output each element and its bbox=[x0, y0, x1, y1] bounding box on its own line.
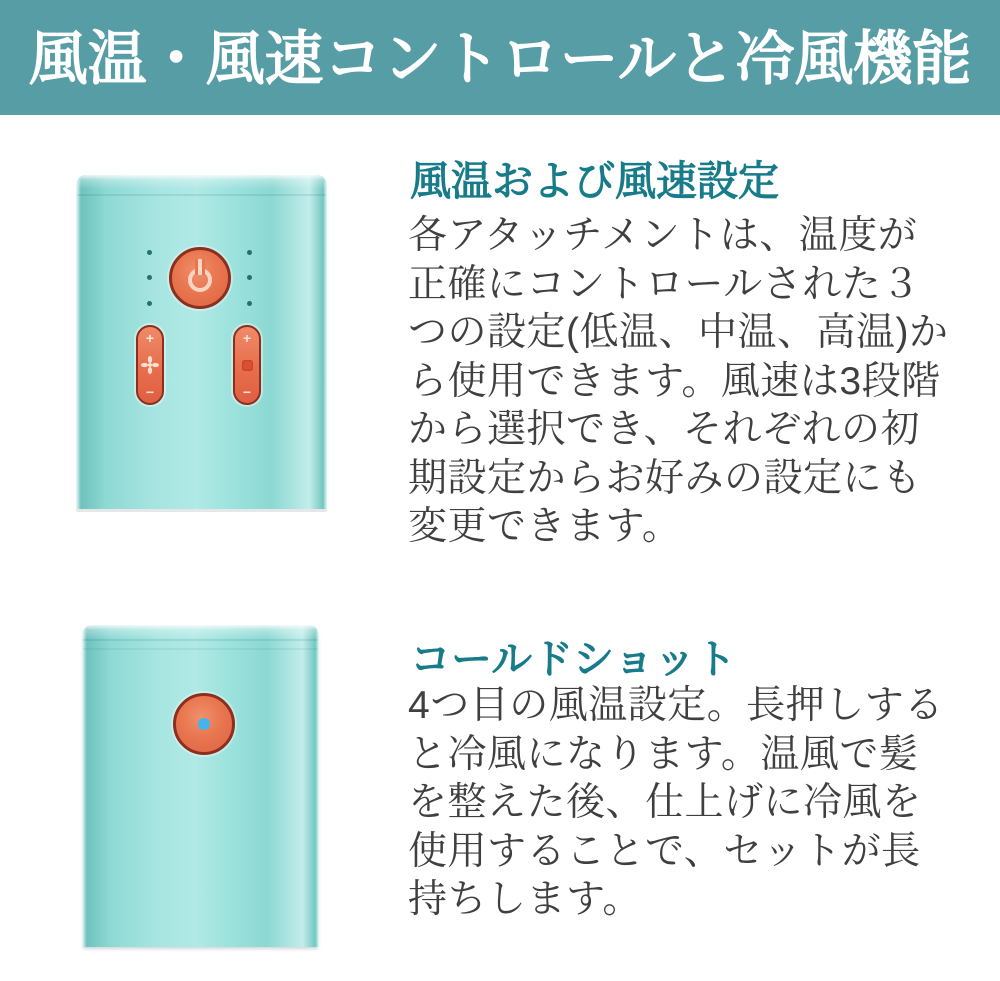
body-line: 4つ目の風温設定。長押しする bbox=[408, 684, 944, 727]
fan-icon bbox=[140, 355, 160, 375]
body-seam bbox=[77, 194, 326, 196]
body-line: から選択でき、それぞれの初 bbox=[408, 408, 920, 451]
indicator-dot bbox=[247, 250, 252, 255]
body-line: つの設定(低温、中温、高温)か bbox=[408, 311, 949, 354]
body-line: を整えた後、仕上げに冷風を bbox=[408, 781, 922, 824]
section-body-temp-speed bbox=[408, 212, 948, 552]
body-line: と冷風になります。温風で髪 bbox=[408, 732, 919, 776]
body-line: ら使用できます。風速は3段階 bbox=[408, 359, 941, 403]
power-button bbox=[169, 247, 231, 309]
cold-shot-photo bbox=[82, 625, 319, 947]
body-seam bbox=[83, 648, 318, 650]
body-line: 期設定からお好みの設定にも bbox=[408, 456, 922, 500]
body-line: 各アタッチメントは、温度が bbox=[408, 214, 918, 257]
plus-icon: + bbox=[242, 330, 252, 346]
body-seam bbox=[83, 639, 318, 641]
blue-dot-icon bbox=[198, 718, 210, 730]
section-body-cold-shot bbox=[408, 682, 944, 925]
body-line: 持ちします。 bbox=[408, 878, 642, 921]
minus-icon: − bbox=[145, 384, 155, 400]
fan-speed-rocker bbox=[136, 325, 164, 405]
indicator-dot bbox=[247, 301, 252, 306]
indicator-dot bbox=[147, 275, 152, 280]
header-banner bbox=[0, 0, 1000, 115]
indicator-dot bbox=[147, 301, 152, 306]
section-heading-temp-speed: 風温および風速設定 bbox=[410, 158, 779, 204]
minus-icon: − bbox=[242, 384, 252, 400]
heat-level-rocker bbox=[233, 325, 261, 405]
page-title: 風温・風速コントロールと冷風機能 bbox=[28, 26, 972, 92]
indicator-dot bbox=[247, 275, 252, 280]
control-panel-photo bbox=[76, 175, 327, 512]
body-line: 正確にコントロールされた３ bbox=[408, 262, 921, 306]
body-line: 変更できます。 bbox=[408, 505, 682, 548]
body-line: 使用することで、セットが長 bbox=[408, 829, 921, 873]
dryer-body bbox=[76, 175, 327, 512]
cold-shot-button bbox=[173, 693, 235, 755]
section-heading-cold-shot: コールドショット bbox=[410, 636, 737, 682]
indicator-dot bbox=[147, 250, 152, 255]
power-icon bbox=[188, 268, 212, 292]
dryer-body bbox=[82, 625, 319, 947]
plus-icon: + bbox=[145, 330, 155, 346]
heat-icon bbox=[242, 360, 253, 371]
